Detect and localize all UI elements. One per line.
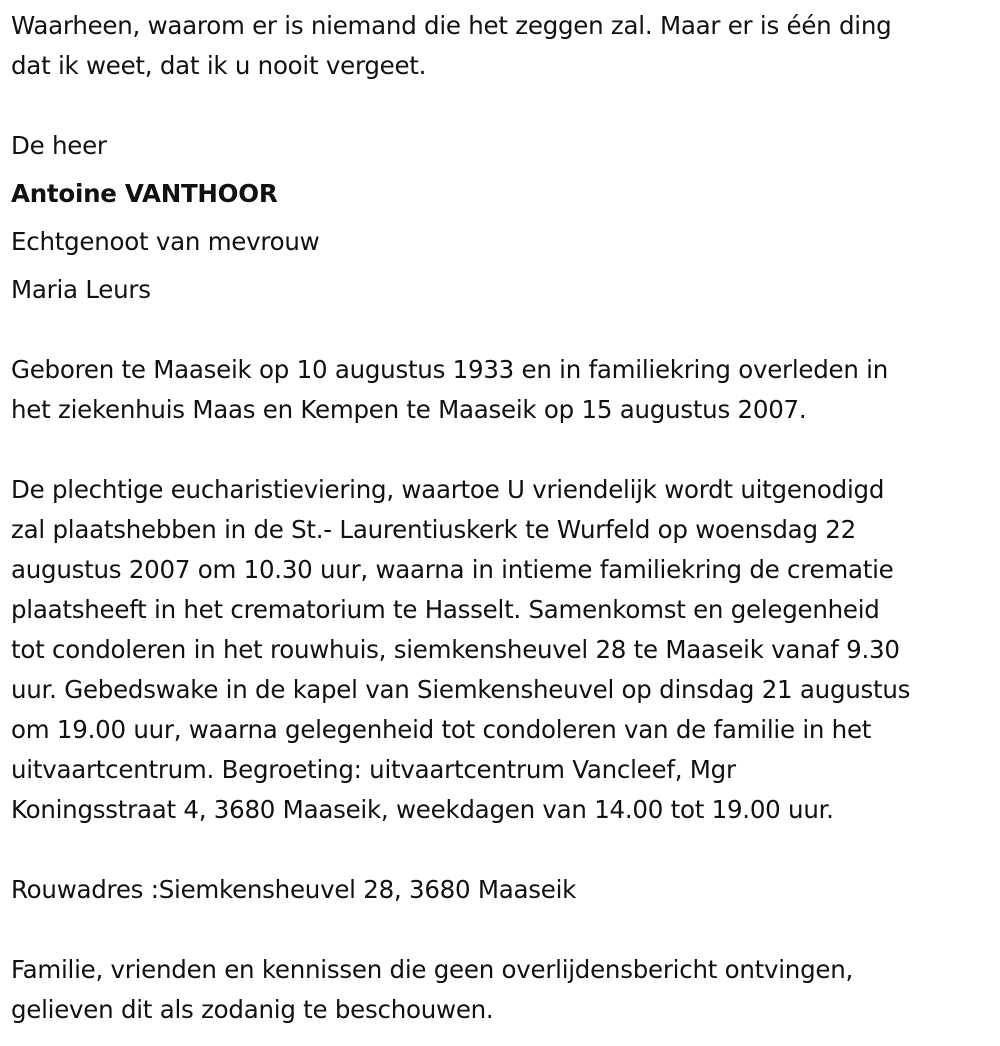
paragraph-line: plaatsheeft in het crematorium te Hasselt. Samenkomst en gelegenheid xyxy=(11,595,880,624)
paragraph-line: De plechtige eucharistieviering, waartoe U vriendelijk wordt uitgenodigd xyxy=(11,475,885,504)
quote-line: Waarheen, waarom er is niemand die het zeggen zal. Maar er is één ding xyxy=(11,11,892,40)
spouse-name: Maria Leurs xyxy=(11,275,151,304)
paragraph-line: uur. Gebedswake in de kapel van Siemkensheuvel op dinsdag 21 augustus xyxy=(11,675,911,704)
spouse-label: Echtgenoot van mevrouw xyxy=(11,227,320,256)
paragraph-line: zal plaatshebben in de St.- Laurentiuskerk te Wurfeld op woensdag 22 xyxy=(11,515,856,544)
paragraph-line: Koningsstraat 4, 3680 Maaseik, weekdagen van 14.00 tot 19.00 uur. xyxy=(11,795,834,824)
paragraph-line: uitvaartcentrum. Begroeting: uitvaartcentrum Vancleef, Mgr xyxy=(11,755,736,784)
paragraph-line: gelieven dit als zodanig te beschouwen. xyxy=(11,995,494,1024)
mourning-address: Rouwadres :Siemkensheuvel 28, 3680 Maaseik xyxy=(11,875,577,904)
paragraph-line: tot condoleren in het rouwhuis, siemkensheuvel 28 te Maaseik vanaf 9.30 xyxy=(11,635,900,664)
paragraph-line: augustus 2007 om 10.30 uur, waarna in intieme familiekring de crematie xyxy=(11,555,894,584)
paragraph-line: Familie, vrienden en kennissen die geen overlijdensbericht ontvingen, xyxy=(11,955,854,984)
title-prefix: De heer xyxy=(11,131,107,160)
paragraph-line: om 19.00 uur, waarna gelegenheid tot condoleren van de familie in het xyxy=(11,715,872,744)
quote-line: dat ik weet, dat ik u nooit vergeet. xyxy=(11,51,427,80)
deceased-name: Antoine VANTHOOR xyxy=(11,179,278,208)
paragraph-line: het ziekenhuis Maas en Kempen te Maaseik op 15 augustus 2007. xyxy=(11,395,807,424)
paragraph-line: Geboren te Maaseik op 10 augustus 1933 en in familiekring overleden in xyxy=(11,355,889,384)
